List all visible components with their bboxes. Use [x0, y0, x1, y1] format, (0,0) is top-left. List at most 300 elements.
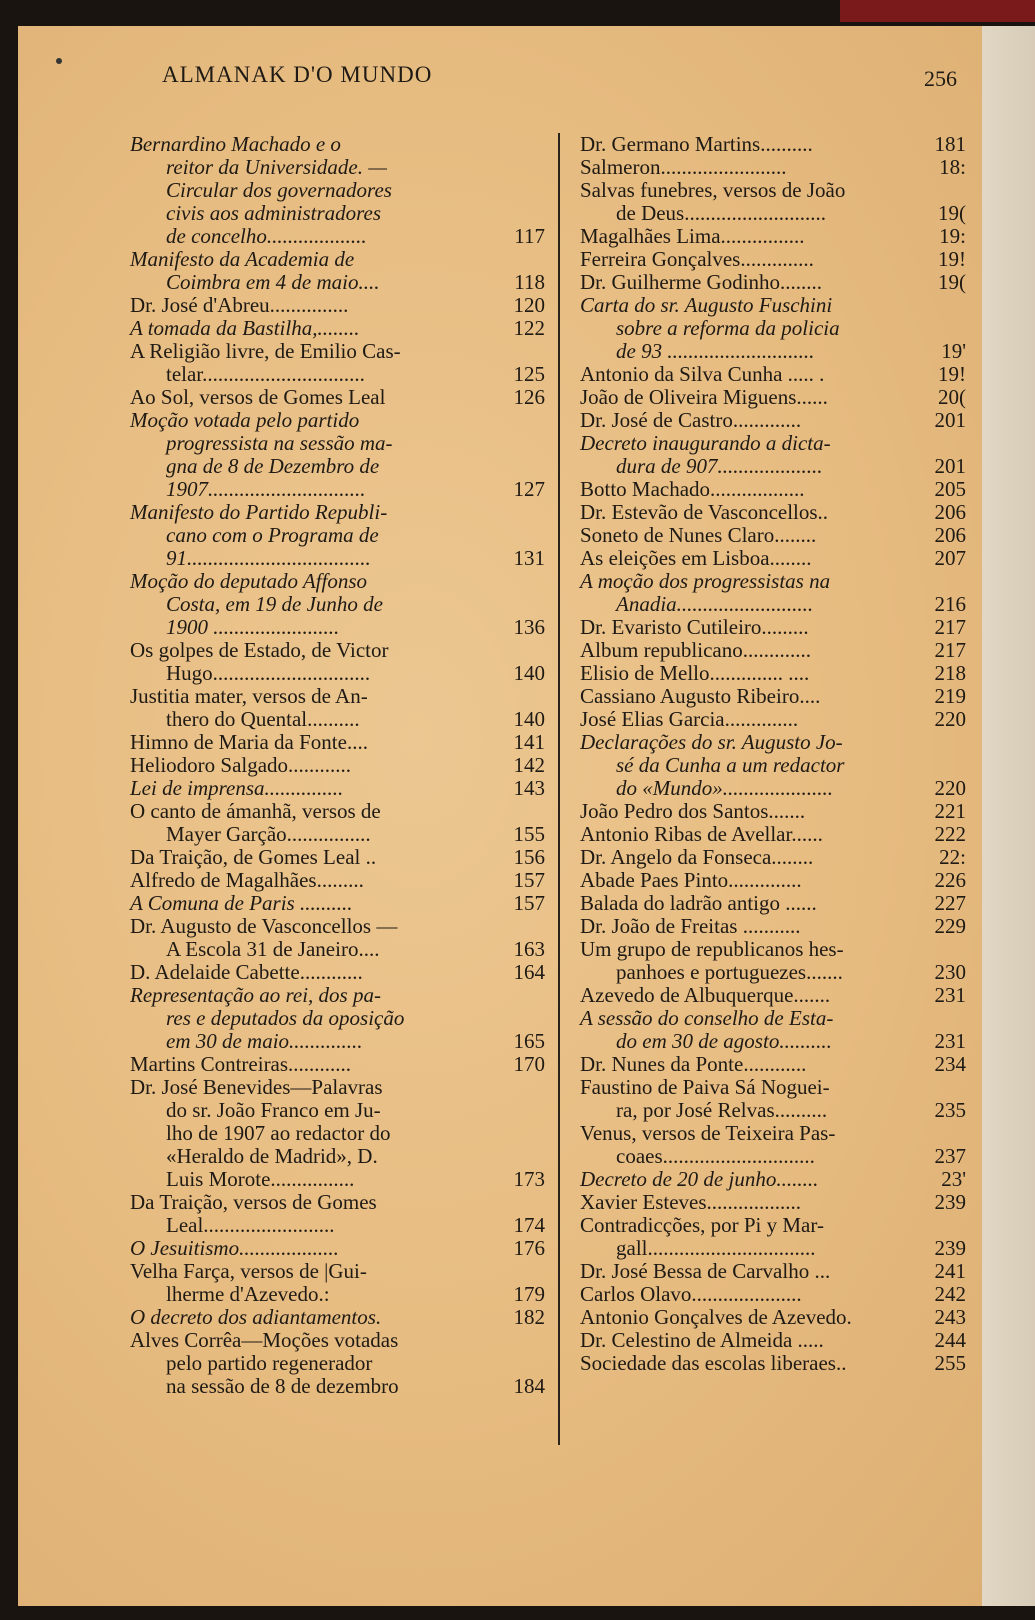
entry-title-text: telar............................... [166, 362, 365, 386]
index-entry-line [130, 524, 545, 547]
entry-title-text: Dr. Guilherme Godinho........ [580, 270, 823, 294]
index-entry [580, 1168, 966, 1191]
entry-title-text: Manifesto do Partido Republi- [130, 500, 388, 524]
index-entry-line [130, 1214, 545, 1237]
entry-title-text: Heliodoro Salgado............ [130, 753, 352, 777]
entry-title-text: sé da Cunha a um redactor [616, 753, 845, 777]
entry-title-text: Carlos Olavo..................... [580, 1282, 802, 1306]
index-entry [580, 800, 966, 823]
index-entry-line [130, 616, 545, 639]
entry-title-text: Moção votada pelo partido [130, 408, 360, 432]
entry-title-text: Azevedo de Albuquerque....... [580, 983, 831, 1007]
entry-title-text: Antonio Ribas de Avellar...... [580, 822, 823, 846]
entry-title-text: Coimbra em 4 de maio.... [166, 270, 380, 294]
index-entry-line [130, 386, 545, 409]
index-entry [580, 478, 966, 501]
index-entry [580, 1214, 966, 1260]
entry-title-text: na sessão de 8 de dezembro [166, 1374, 399, 1398]
index-entry-line [580, 915, 966, 938]
entry-title-text: ra, por José Relvas.......... [616, 1098, 828, 1122]
entry-page-number: 230 [934, 960, 966, 984]
index-entry [580, 1306, 966, 1329]
index-entry [130, 133, 545, 248]
entry-title-text: em 30 de maio.............. [166, 1029, 363, 1053]
index-entry-line [580, 593, 966, 616]
entry-page-number: 221 [934, 799, 966, 823]
index-entry [130, 800, 545, 846]
index-column-left [130, 133, 545, 1398]
entry-page-number: 179 [513, 1282, 545, 1306]
entry-title-text: Dr. Evaristo Cutileiro......... [580, 615, 809, 639]
entry-title-text: res e deputados da oposição [166, 1006, 405, 1030]
entry-title-text: sobre a reforma da policia [616, 316, 840, 340]
entry-page-number: 163 [513, 937, 545, 961]
index-entry-line [130, 754, 545, 777]
index-entry-line [580, 1053, 966, 1076]
entry-page-number: 23' [941, 1167, 966, 1191]
entry-page-number: 176 [513, 1236, 545, 1260]
entry-page-number: 181 [934, 132, 966, 156]
entry-title-text: Um grupo de republicanos hes- [580, 937, 844, 961]
entry-page-number: 205 [934, 477, 966, 501]
index-entry-line [580, 1099, 966, 1122]
index-entry-line [580, 1191, 966, 1214]
entry-title-text: Hugo.............................. [166, 661, 371, 685]
entry-title-text: Da Traição, de Gomes Leal .. [130, 845, 377, 869]
index-entry-line [580, 616, 966, 639]
index-entry [130, 501, 545, 570]
index-entry-line [130, 708, 545, 731]
entry-title-text: Ferreira Gonçalves.............. [580, 247, 814, 271]
entry-title-text: Salvas funebres, versos de João [580, 178, 846, 202]
index-entry-line [580, 1122, 966, 1145]
entry-page-number: 18: [939, 155, 966, 179]
index-entry [580, 869, 966, 892]
entry-page-number: 127 [513, 477, 545, 501]
entry-page-number: 19! [938, 247, 966, 271]
entry-title-text: Manifesto da Academia de [130, 247, 355, 271]
index-entry [130, 892, 545, 915]
index-entry-line [130, 1237, 545, 1260]
index-column-right [580, 133, 966, 1375]
entry-title-text: Velha Farça, versos de |Gui- [130, 1259, 367, 1283]
entry-title-text: Justitia mater, versos de An- [130, 684, 368, 708]
index-entry-line [580, 432, 966, 455]
index-entry [580, 225, 966, 248]
index-entry-line [580, 731, 966, 754]
entry-title-text: lherme d'Azevedo.: [166, 1282, 330, 1306]
entry-title-text: Dr. José d'Abreu............... [130, 293, 349, 317]
entry-title-text: Antonio da Silva Cunha ..... . [580, 362, 825, 386]
entry-title-text: O Jesuitismo................... [130, 1236, 339, 1260]
entry-title-text: Dr. José Bessa de Carvalho ... [580, 1259, 831, 1283]
index-entry-line [130, 1076, 545, 1099]
index-entry-line [580, 248, 966, 271]
entry-title-text: José Elias Garcia.............. [580, 707, 799, 731]
running-header-title: ALMANAK D'O MUNDO [162, 62, 433, 87]
index-entry-line [580, 984, 966, 1007]
entry-title-text: Antonio Gonçalves de Azevedo. [580, 1305, 852, 1329]
index-entry-line [130, 846, 545, 869]
entry-page-number: 125 [513, 362, 545, 386]
entry-title-text: gall................................ [616, 1236, 816, 1260]
index-entry [580, 662, 966, 685]
entry-title-text: Dr. José Benevides—Palavras [130, 1075, 383, 1099]
index-entry [130, 409, 545, 501]
entry-title-text: Album republicano............. [580, 638, 811, 662]
index-entry-line [580, 1237, 966, 1260]
index-entry-line [580, 570, 966, 593]
index-entry [130, 915, 545, 961]
index-entry [580, 1191, 966, 1214]
index-entry-line [130, 179, 545, 202]
index-entry [580, 524, 966, 547]
entry-page-number: 19( [938, 270, 966, 294]
entry-title-text: Dr. Augusto de Vasconcellos — [130, 914, 398, 938]
entry-page-number: 217 [934, 638, 966, 662]
entry-title-text: Faustino de Paiva Sá Noguei- [580, 1075, 830, 1099]
index-entry-line [130, 455, 545, 478]
index-entry-line [580, 455, 966, 478]
index-entry-line [580, 754, 966, 777]
index-entry-line [580, 846, 966, 869]
entry-page-number: 222 [934, 822, 966, 846]
index-entry-line [580, 1329, 966, 1352]
index-entry [580, 271, 966, 294]
index-entry-line [580, 685, 966, 708]
entry-title-text: gna de 8 de Dezembro de [166, 454, 380, 478]
entry-title-text: As eleições em Lisboa........ [580, 546, 812, 570]
index-entry-line [580, 777, 966, 800]
entry-page-number: 255 [934, 1351, 966, 1375]
entry-page-number: 118 [514, 270, 545, 294]
index-entry-line [580, 1030, 966, 1053]
index-entry-line [580, 1076, 966, 1099]
index-entry-line [130, 1191, 545, 1214]
entry-title-text: Alfredo de Magalhães......... [130, 868, 364, 892]
entry-page-number: 22: [939, 845, 966, 869]
index-entry [580, 823, 966, 846]
index-entry-line [130, 340, 545, 363]
entry-title-text: Xavier Esteves.................. [580, 1190, 802, 1214]
entry-page-number: 241 [934, 1259, 966, 1283]
index-entry [130, 386, 545, 409]
index-entry-line [130, 409, 545, 432]
column-divider [558, 133, 560, 1445]
entry-title-text: dura de 907.................... [616, 454, 823, 478]
index-entry-line [580, 1306, 966, 1329]
index-entry-line [130, 892, 545, 915]
index-entry [580, 1329, 966, 1352]
index-entry-line [580, 156, 966, 179]
index-entry-line [130, 731, 545, 754]
index-entry [130, 846, 545, 869]
index-entry-line [130, 1007, 545, 1030]
entry-title-text: Dr. Estevão de Vasconcellos.. [580, 500, 829, 524]
index-entry-line [130, 133, 545, 156]
entry-title-text: Os golpes de Estado, de Victor [130, 638, 389, 662]
entry-page-number: 156 [513, 845, 545, 869]
index-entry-line [580, 340, 966, 363]
entry-page-number: 243 [934, 1305, 966, 1329]
entry-title-text: do em 30 de agosto.......... [616, 1029, 832, 1053]
index-entry [580, 156, 966, 179]
index-entry [130, 1053, 545, 1076]
entry-title-text: A Escola 31 de Janeiro.... [166, 937, 380, 961]
entry-page-number: 217 [934, 615, 966, 639]
entry-title-text: «Heraldo de Madrid», D. [166, 1144, 378, 1168]
entry-page-number: 19( [938, 201, 966, 225]
entry-title-text: lho de 1907 ao redactor do [166, 1121, 391, 1145]
entry-page-number: 239 [934, 1190, 966, 1214]
entry-page-number: 231 [934, 983, 966, 1007]
index-entry-line [130, 800, 545, 823]
index-entry [130, 340, 545, 386]
index-entry [130, 731, 545, 754]
entry-title-text: Representação ao rei, dos pa- [130, 983, 381, 1007]
index-entry-line [580, 294, 966, 317]
entry-title-text: reitor da Universidade. — [166, 155, 387, 179]
entry-page-number: 237 [934, 1144, 966, 1168]
entry-title-text: 1907.............................. [166, 477, 366, 501]
entry-page-number: 155 [513, 822, 545, 846]
index-entry-line [580, 823, 966, 846]
index-entry [580, 984, 966, 1007]
index-entry [130, 685, 545, 731]
entry-title-text: Sociedade das escolas liberaes.. [580, 1351, 847, 1375]
index-entry [130, 1329, 545, 1398]
index-entry-line [130, 1306, 545, 1329]
index-entry-line [580, 800, 966, 823]
entry-title-text: pelo partido regenerador [166, 1351, 373, 1375]
entry-title-text: João Pedro dos Santos....... [580, 799, 806, 823]
index-entry [580, 1260, 966, 1283]
entry-title-text: Declarações do sr. Augusto Jo- [580, 730, 843, 754]
entry-title-text: Carta do sr. Augusto Fuschini [580, 293, 833, 317]
index-entry-line [130, 1030, 545, 1053]
entry-page-number: 182 [513, 1305, 545, 1329]
entry-title-text: A moção dos progressistas na [580, 569, 831, 593]
entry-title-text: Circular dos governadores [166, 178, 392, 202]
index-entry [130, 777, 545, 800]
index-entry-line [580, 708, 966, 731]
entry-page-number: 122 [513, 316, 545, 340]
entry-title-text: Mayer Garção................ [166, 822, 371, 846]
red-binding-corner [840, 0, 1035, 22]
entry-title-text: cano com o Programa de [166, 523, 379, 547]
entry-title-text: Dr. Nunes da Ponte............ [580, 1052, 807, 1076]
index-entry [580, 731, 966, 800]
index-entry [580, 616, 966, 639]
entry-page-number: 143 [513, 776, 545, 800]
entry-title-text: Alves Corrêa—Moções votadas [130, 1328, 399, 1352]
entry-page-number: 229 [934, 914, 966, 938]
index-entry [580, 915, 966, 938]
index-entry-line [130, 961, 545, 984]
entry-title-text: civis aos administradores [166, 201, 382, 225]
entry-title-text: Lei de imprensa............... [130, 776, 344, 800]
index-entry-line [130, 1122, 545, 1145]
entry-page-number: 142 [513, 753, 545, 777]
index-entry-line [580, 363, 966, 386]
entry-page-number: 131 [513, 546, 545, 570]
entry-title-text: Moção do deputado Affonso [130, 569, 368, 593]
entry-page-number: 242 [934, 1282, 966, 1306]
entry-title-text: thero do Quental.......... [166, 707, 360, 731]
entry-title-text: Dr. Celestino de Almeida ..... [580, 1328, 824, 1352]
index-entry-line [130, 639, 545, 662]
entry-page-number: 126 [513, 385, 545, 409]
index-entry-line [580, 1283, 966, 1306]
index-entry-line [130, 1352, 545, 1375]
entry-page-number: 216 [934, 592, 966, 616]
entry-title-text: A sessão do conselho de Esta- [580, 1006, 834, 1030]
index-entry [580, 294, 966, 363]
index-entry-line [580, 386, 966, 409]
entry-page-number: 206 [934, 523, 966, 547]
entry-page-number: 19' [941, 339, 966, 363]
entry-title-text: Luis Morote................ [166, 1167, 355, 1191]
entry-title-text: Balada do ladrão antigo ...... [580, 891, 817, 915]
index-entry [580, 501, 966, 524]
index-entry-line [130, 225, 545, 248]
entry-page-number: 19! [938, 362, 966, 386]
index-entry-line [580, 271, 966, 294]
index-entry [580, 1007, 966, 1053]
entry-title-text: 1900 ........................ [166, 615, 340, 639]
entry-title-text: Contradicções, por Pi y Mar- [580, 1213, 824, 1237]
index-entry-line [130, 570, 545, 593]
entry-page-number: 206 [934, 500, 966, 524]
entry-title-text: A Comuna de Paris .......... [130, 891, 353, 915]
index-entry-line [580, 547, 966, 570]
index-entry [580, 1076, 966, 1122]
entry-page-number: 174 [513, 1213, 545, 1237]
entry-title-text: D. Adelaide Cabette............ [130, 960, 363, 984]
entry-title-text: Decreto de 20 de junho........ [580, 1167, 819, 1191]
entry-title-text: Bernardino Machado e o [130, 132, 341, 156]
index-entry-line [130, 685, 545, 708]
index-entry [580, 547, 966, 570]
entry-title-text: Cassiano Augusto Ribeiro.... [580, 684, 821, 708]
index-entry-line [130, 1099, 545, 1122]
index-entry [580, 386, 966, 409]
index-entry [580, 685, 966, 708]
index-entry-line [130, 478, 545, 501]
index-entry-line [580, 225, 966, 248]
index-entry [130, 248, 545, 294]
index-entry-line [130, 1053, 545, 1076]
entry-title-text: Dr. Germano Martins.......... [580, 132, 813, 156]
entry-title-text: do «Mundo»..................... [616, 776, 833, 800]
index-entry [580, 248, 966, 271]
entry-page-number: 140 [513, 707, 545, 731]
entry-page-number: 201 [934, 454, 966, 478]
index-entry-line [130, 1375, 545, 1398]
entry-title-text: de concelho................... [166, 224, 367, 248]
entry-page-number: 235 [934, 1098, 966, 1122]
index-entry-line [130, 156, 545, 179]
entry-page-number: 207 [934, 546, 966, 570]
entry-page-number: 19: [939, 224, 966, 248]
index-entry-line [580, 961, 966, 984]
entry-title-text: de Deus........................... [616, 201, 826, 225]
ink-dot [56, 58, 62, 64]
index-entry [580, 432, 966, 478]
entry-page-number: 173 [513, 1167, 545, 1191]
index-entry [580, 133, 966, 156]
index-entry-line [130, 823, 545, 846]
index-entry-line [580, 1260, 966, 1283]
index-entry-line [580, 1168, 966, 1191]
index-entry-line [130, 501, 545, 524]
index-entry-line [580, 1352, 966, 1375]
entry-title-text: Magalhães Lima................ [580, 224, 805, 248]
entry-page-number: 244 [934, 1328, 966, 1352]
entry-title-text: Leal......................... [166, 1213, 335, 1237]
index-entry-line [580, 317, 966, 340]
index-entry-line [580, 1007, 966, 1030]
entry-page-number: 218 [934, 661, 966, 685]
index-entry-line [130, 777, 545, 800]
index-entry [580, 179, 966, 225]
entry-title-text: O canto de ámanhã, versos de [130, 799, 381, 823]
entry-page-number: 219 [934, 684, 966, 708]
index-entry-line [130, 915, 545, 938]
entry-title-text: A tomada da Bastilha,........ [130, 316, 360, 340]
entry-title-text: Anadia.......................... [616, 592, 814, 616]
index-entry-line [580, 501, 966, 524]
index-entry-line [580, 869, 966, 892]
entry-title-text: Decreto inaugurando a dicta- [580, 431, 831, 455]
index-entry [580, 1283, 966, 1306]
entry-title-text: Himno de Maria da Fonte.... [130, 730, 368, 754]
index-entry-line [130, 1168, 545, 1191]
entry-title-text: Dr. Angelo da Fonseca........ [580, 845, 814, 869]
entry-title-text: A Religião livre, de Emilio Cas- [130, 339, 401, 363]
page-number: 256 [924, 66, 957, 91]
index-entry [580, 1352, 966, 1375]
index-entry [580, 1053, 966, 1076]
entry-page-number: 227 [934, 891, 966, 915]
entry-page-number: 140 [513, 661, 545, 685]
entry-page-number: 136 [513, 615, 545, 639]
index-entry-line [580, 639, 966, 662]
entry-page-number: 20( [938, 385, 966, 409]
entry-page-number: 170 [513, 1052, 545, 1076]
index-entry-line [580, 478, 966, 501]
index-entry-line [130, 593, 545, 616]
index-entry [130, 1191, 545, 1237]
index-entry-line [580, 133, 966, 156]
index-entry [130, 1076, 545, 1191]
entry-page-number: 184 [513, 1374, 545, 1398]
index-entry [130, 754, 545, 777]
index-entry-line [580, 662, 966, 685]
entry-title-text: Martins Contreiras............ [130, 1052, 352, 1076]
entry-title-text: Dr. João de Freitas ........... [580, 914, 801, 938]
entry-title-text: Ao Sol, versos de Gomes Leal [130, 385, 386, 409]
index-entry-line [130, 317, 545, 340]
index-entry-line [130, 1283, 545, 1306]
entry-title-text: 91................................... [166, 546, 371, 570]
entry-page-number: 220 [934, 707, 966, 731]
entry-title-text: Botto Machado.................. [580, 477, 805, 501]
entry-title-text: Dr. José de Castro............. [580, 408, 802, 432]
index-entry [580, 938, 966, 984]
index-entry-line [580, 524, 966, 547]
index-entry [130, 1260, 545, 1306]
